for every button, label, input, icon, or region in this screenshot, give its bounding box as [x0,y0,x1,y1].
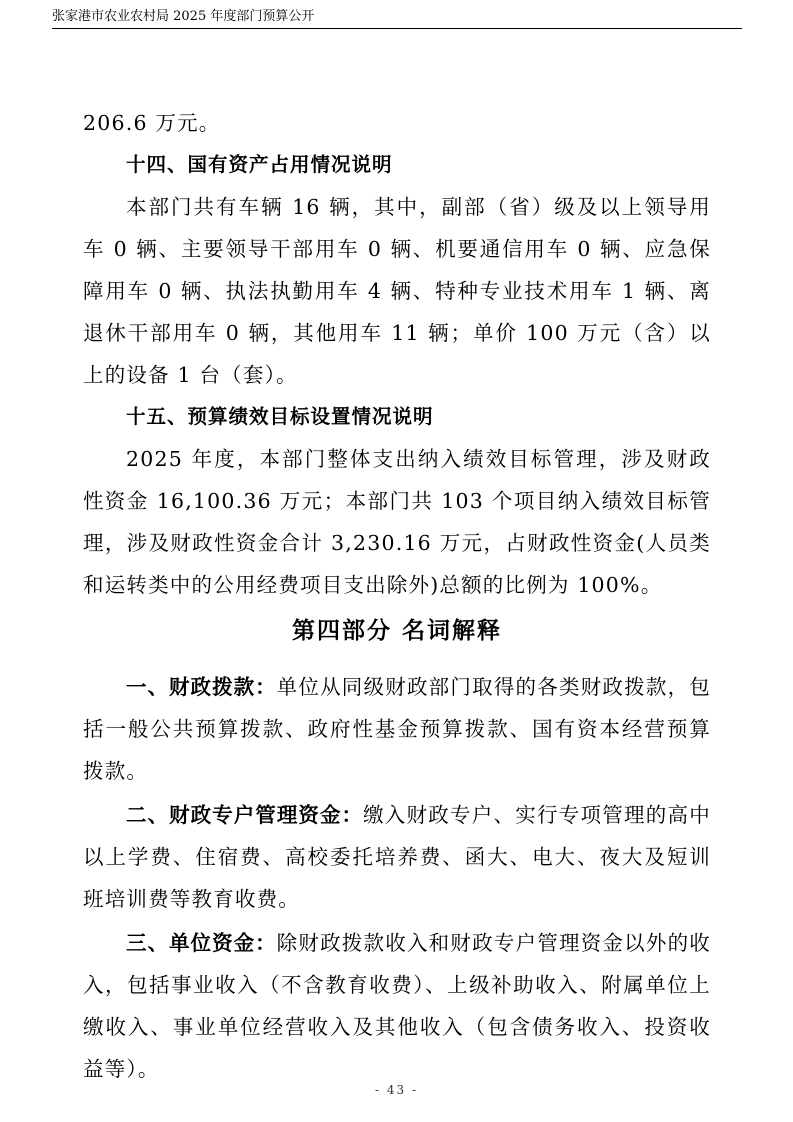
page-body [83,102,711,1092]
definition-term: 二、财政专户管理资金： [126,803,364,827]
section-14-paragraph: 本部门共有车辆 16 辆，其中，副部（省）级及以上领导用车 0 辆、主要领导干部用车 0 辆、机要通信用车 0 辆、应急保障用车 0 辆、执法执勤用车 4 辆、特种专业技术用车 1 辆、离退休干部用车 0 辆，其他用车 11 辆；单价 100 万元（含）以上的设备 1 台（套）。 [83,195,711,387]
definition-unit-funds [83,922,711,1090]
header-divider [52,28,742,29]
definition-term: 一、财政拨款： [126,675,277,699]
section-15-paragraph: 2025 年度，本部门整体支出纳入绩效目标管理，涉及财政性资金 16,100.36 万元；本部门共 103 个项目纳入绩效目标管理，涉及财政性资金合计 3,230.16 万元，占财政性资金(人员类和运转类中的公用经费项目支出除外)总额的比例为 100%。 [83,447,711,597]
continuation-text: 206.6 万元。 [83,111,221,135]
definition-text: 单位从同级财政部门取得的各类财政拨款，包括一般公共预算拨款、政府性基金预算拨款、国有资本经营预算拨款。 [83,675,712,783]
definition-text: 除财政拨款收入和财政专户管理资金以外的收入，包括事业收入（不含教育收费）、上级补助收入、附属单位上缴收入、事业单位经营收入及其他收入（包含债务收入、投资收益等）。 [83,931,712,1081]
page-number: - 43 - [374,1083,418,1097]
section-14-heading: 十四、国有资产占用情况说明 [126,153,393,176]
definition-special-account-funds [83,794,711,920]
part-4-title: 第四部分 名词解释 [291,618,502,644]
definition-term: 三、单位资金： [126,931,277,955]
definition-financial-appropriation [83,666,711,792]
running-header: 张家港市农业农村局 2025 年度部门预算公开 [52,9,315,24]
definition-text: 缴入财政专户、实行专项管理的高中以上学费、住宿费、高校委托培养费、函大、电大、夜大及短训班培训费等教育收费。 [83,803,712,911]
section-15-heading: 十五、预算绩效目标设置情况说明 [126,405,434,428]
